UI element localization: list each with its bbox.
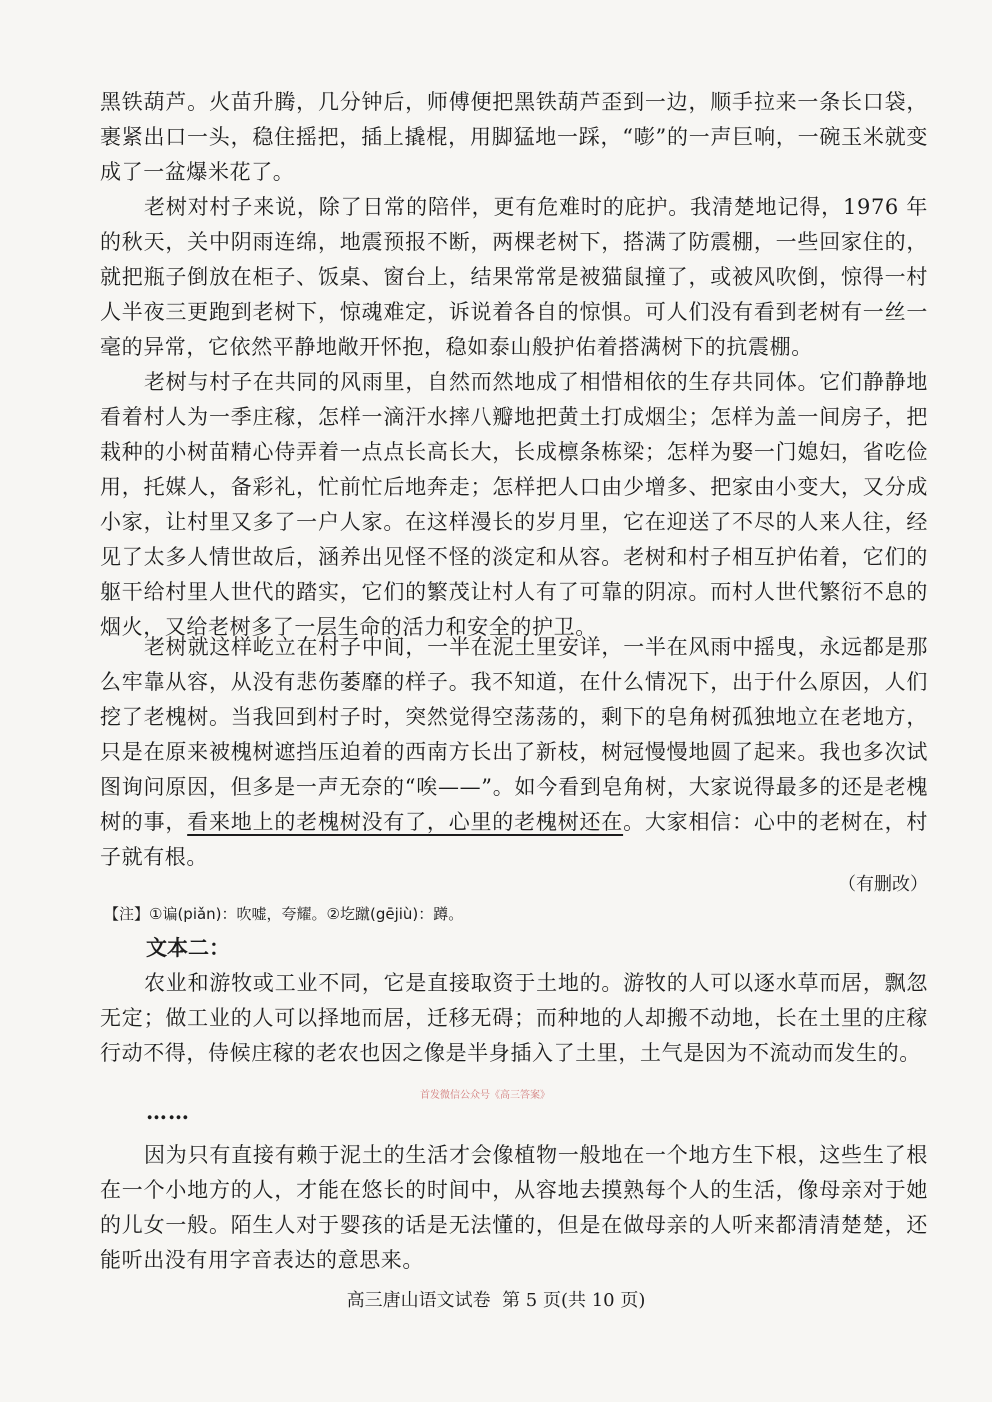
paragraph-agriculture: 农业和游牧或工业不同，它是直接取资于土地的。游牧的人可以逐水草而居，飘忽无定；做工业的人可以择地而居，迁移无碍；而种地的人却搬不动地，长在土里的庄稼行动不得，侍候庄稼的老农也因之像是半身插入了土里，土气是因为不流动而发生的。 xyxy=(100,971,928,1065)
source-note: （有删改） xyxy=(838,874,928,895)
paragraph-tree-protection: 老树对村子来说，除了日常的陪伴，更有危难时的庇护。我清楚地记得，1976 年的秋天，关中阴雨连绵，地震预报不断，两棵老树下，搭满了防震棚，一些回家住的，就把瓶子倒放在柜子、饭桌、窗台上，结果常常是被猫鼠撞了，或被风吹倒，惊得一村人半夜三更跑到老树下，惊魂难定，诉说着各自的惊惧。可人们没有看到老树有一丝一毫的异常，它依然平静地敞开怀抱，稳如泰山般护佑着搭满树下的抗震棚。 xyxy=(100,195,928,359)
paragraph-tree-village-community: 老树与村子在共同的风雨里，自然而然地成了相惜相依的生存共同体。它们静静地看着村人为一季庄稼，怎样一滴汗水摔八瓣地把黄土打成烟尘；怎样为盖一间房子，把栽种的小树苗精心侍弄着一点点长高长大，长成檩条栋梁；怎样为娶一门媳妇，省吃俭用，托媒人，备彩礼，忙前忙后地奔走；怎样把人口由少增多、把家由小变大，又分成小家，让村里又多了一户人家。在这样漫长的岁月里，它在迎送了不尽的人来人往，经见了太多人情世故后，涵养出见怪不怪的淡定和从容。老树和村子相互护佑着，它们的躯干给村里人世代的踏实，它们的繁茂让村人有了可靠的阴凉。而村人世代繁衍不息的烟火，又给老树多了一层生命的活力和安全的护卫。 xyxy=(100,370,928,639)
page-footer xyxy=(0,1286,992,1312)
paragraph-rooted-life: 因为只有直接有赖于泥土的生活才会像植物一般地在一个地方生下根，这些生了根在一个小地方的人，才能在悠长的时间中，从容地去摸熟每个人的生活，像母亲对于她的儿女一般。陌生人对于婴孩的话是无法懂的，但是在做母亲的人听来都清清楚楚，还能听出没有用字音表达的意思来。 xyxy=(100,1143,928,1272)
ellipsis: …… xyxy=(146,1099,190,1124)
text-two-heading: 文本二： xyxy=(146,936,230,960)
annotation-note: 【注】①谝(piǎn)：吹嘘，夸耀。②圪蹴(gējiù)：蹲。 xyxy=(104,905,464,923)
paragraph-text-before: 老树就这样屹立在村子中间，一半在泥土里安详，一半在风雨中摇曳，永远都是那么牢靠从容，从没有悲伤萎靡的样子。我不知道，在什么情况下，出于什么原因，人们挖了老槐树。当我回到村子时，突然觉得空荡荡的，剩下的皂角树孤独地立在老地方，只是在原来被槐树遮挡压迫着的西南方长出了新枝，树冠慢慢地圆了起来。我也多次试图询问原因，但多是一声无奈的“唉——”。如今看到皂角树，大家说得最多的还是老槐树的事， xyxy=(100,635,928,834)
paragraph-popcorn-continued: 黑铁葫芦。火苗升腾，几分钟后，师傅便把黑铁葫芦歪到一边，顺手拉来一条长口袋，裹紧出口一头，稳住摇把，插上撬棍，用脚猛地一踩，“嘭”的一声巨响，一碗玉米就变成了一盆爆米花了。 xyxy=(100,90,928,184)
footer-page-info: 第 5 页(共 10 页) xyxy=(502,1290,646,1311)
footer-exam-name: 高三唐山语文试卷 xyxy=(346,1290,491,1311)
paragraph-text-after: 。大家相信：心中的老树在，村子就有根。 xyxy=(100,810,929,869)
underlined-sentence: 看来地上的老槐树没有了，心里的老槐树还在 xyxy=(187,810,624,834)
watermark-text: 首发微信公众号《高三答案》 xyxy=(420,1090,550,1101)
paragraph-locust-tree-cut xyxy=(100,630,928,875)
